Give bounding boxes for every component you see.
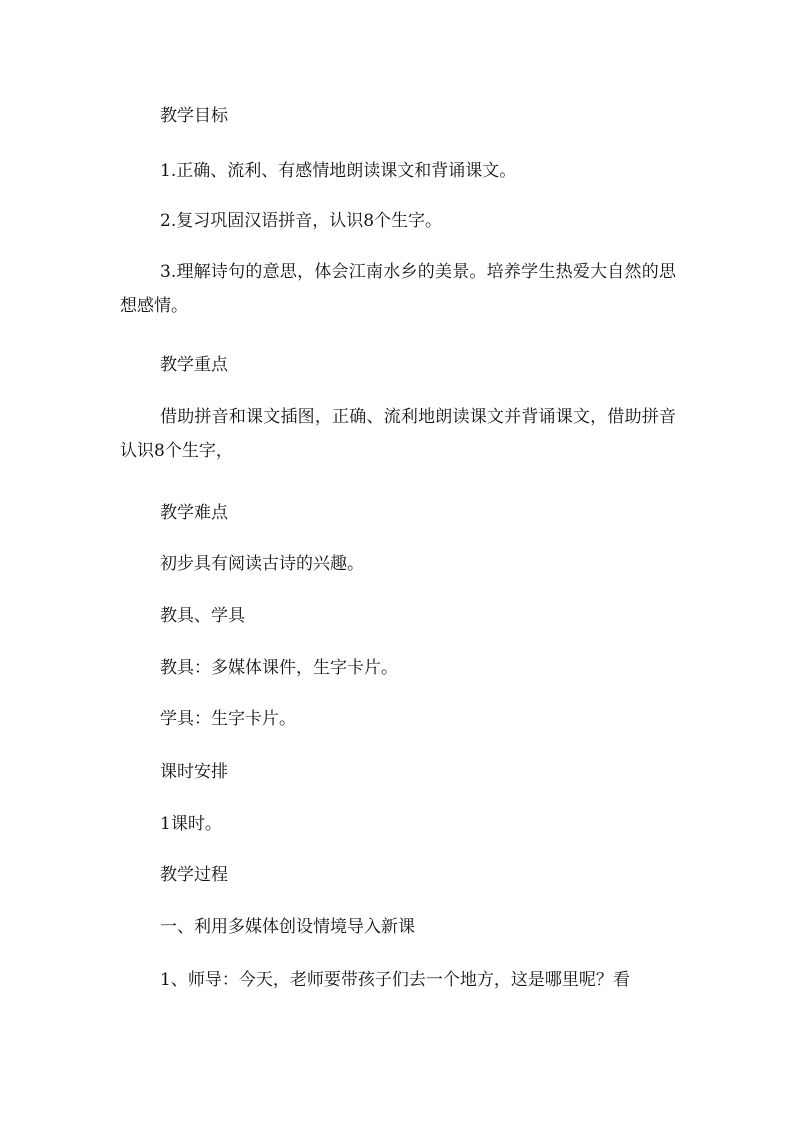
key-points-text: 借助拼音和课文插图，正确、流利地朗读课文并背诵课文，借助拼音认识8个生字， bbox=[120, 407, 676, 461]
section-heading-process: 教学过程 bbox=[160, 865, 228, 885]
schedule-text: 1课时。 bbox=[160, 814, 222, 834]
goal-item-3: 3.理解诗句的意思，体会江南水乡的美景。培养学生热爱大自然的思想感情。 bbox=[120, 262, 676, 316]
section-heading-difficulties: 教学难点 bbox=[160, 503, 228, 523]
process-step-heading-1: 一、利用多媒体创设情境导入新课 bbox=[160, 917, 415, 937]
section-heading-key-points: 教学重点 bbox=[160, 355, 228, 375]
learning-aids-text: 学具：生字卡片。 bbox=[160, 709, 296, 729]
difficulties-text: 初步具有阅读古诗的兴趣。 bbox=[160, 554, 364, 574]
goal-item-1: 1.正确、流利、有感情地朗读课文和背诵课文。 bbox=[160, 161, 517, 181]
section-heading-teaching-aids: 教具、学具 bbox=[160, 606, 245, 626]
goal-item-2: 2.复习巩固汉语拼音，认识8个生字。 bbox=[160, 211, 443, 231]
section-heading-teaching-goals: 教学目标 bbox=[160, 106, 228, 126]
process-step-text-1: 1、师导：今天，老师要带孩子们去一个地方，这是哪里呢？看 bbox=[160, 970, 630, 990]
teaching-aids-text: 教具：多媒体课件，生字卡片。 bbox=[160, 658, 398, 678]
section-heading-schedule: 课时安排 bbox=[160, 762, 228, 782]
